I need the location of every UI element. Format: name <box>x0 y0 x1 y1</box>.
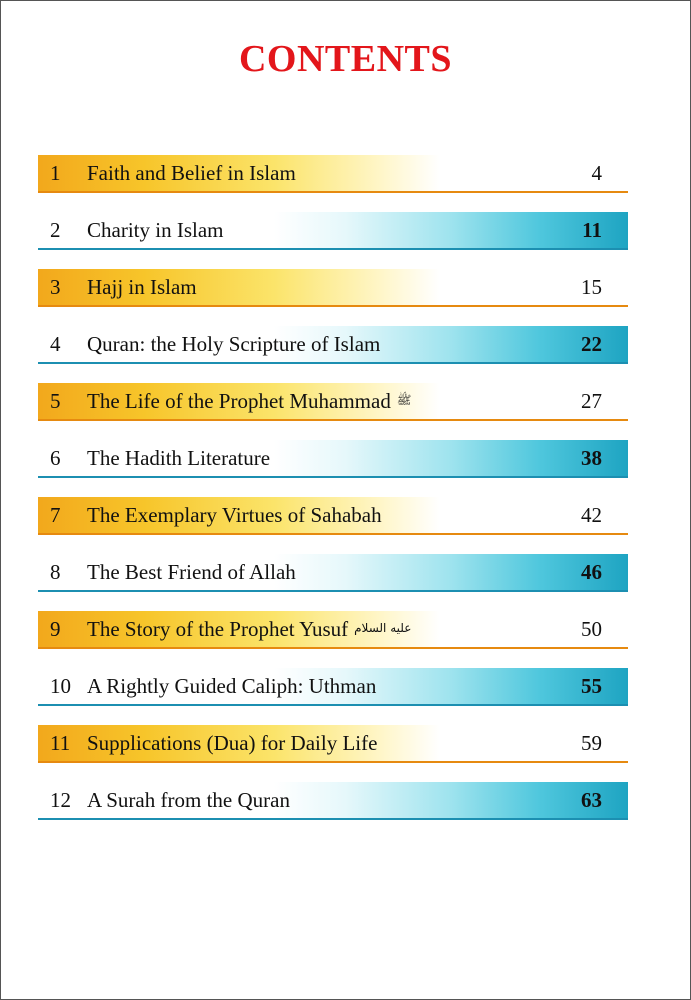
toc-entry-underline <box>38 647 628 649</box>
page-number: 4 <box>591 161 602 185</box>
chapter-title: A Surah from the Quran <box>87 788 290 812</box>
chapter-title: The Hadith Literature <box>87 446 271 470</box>
chapter-title <box>87 617 411 642</box>
toc-entry-11[interactable] <box>38 725 628 763</box>
chapter-title: Quran: the Holy Scripture of Islam <box>87 332 381 356</box>
chapter-title-text: The Life of the Prophet Muhammad <box>87 389 391 413</box>
page-number: 11 <box>582 218 602 242</box>
toc-entry-3[interactable] <box>38 269 628 307</box>
chapter-number: 1 <box>50 161 61 185</box>
toc-entry-5[interactable] <box>38 383 628 421</box>
toc-entry-underline <box>38 305 628 307</box>
toc-entry-underline <box>38 191 628 193</box>
page-number: 38 <box>581 446 602 470</box>
toc-entry-underline <box>38 362 628 364</box>
toc-entry-7[interactable] <box>38 497 628 535</box>
page-number: 63 <box>581 788 602 812</box>
chapter-title: Hajj in Islam <box>87 275 197 299</box>
toc-entry-2[interactable] <box>38 212 628 250</box>
toc-entry-underline <box>38 476 628 478</box>
page-title: CONTENTS <box>238 38 453 80</box>
toc-entry-10[interactable] <box>38 668 628 706</box>
toc-entry-underline <box>38 818 628 820</box>
page-number: 50 <box>581 617 602 641</box>
toc-entry-underline <box>38 704 628 706</box>
page-number: 46 <box>581 560 602 584</box>
chapter-number: 10 <box>50 674 71 698</box>
toc-entry-12[interactable] <box>38 782 628 820</box>
chapter-title: Charity in Islam <box>87 218 224 242</box>
chapter-title-text: The Story of the Prophet Yusuf <box>87 617 349 641</box>
chapter-number: 3 <box>50 275 61 299</box>
toc-entry-6[interactable] <box>38 440 628 478</box>
toc-entry-8[interactable] <box>38 554 628 592</box>
chapter-number: 8 <box>50 560 61 584</box>
chapter-number: 6 <box>50 446 61 470</box>
page-number: 27 <box>581 389 602 413</box>
toc-entry-underline <box>38 761 628 763</box>
page-number: 15 <box>581 275 602 299</box>
chapter-title: Supplications (Dua) for Daily Life <box>87 731 378 755</box>
toc-entry-underline <box>38 248 628 250</box>
chapter-number: 2 <box>50 218 61 242</box>
honorific-glyph: ﷺ <box>396 393 412 407</box>
chapter-title: The Exemplary Virtues of Sahabah <box>87 503 382 527</box>
toc-entry-4[interactable] <box>38 326 628 364</box>
toc-entry-underline <box>38 419 628 421</box>
toc-entry-underline <box>38 590 628 592</box>
chapter-title: A Rightly Guided Caliph: Uthman <box>87 674 377 698</box>
page-number: 59 <box>581 731 602 755</box>
toc-entry-1[interactable] <box>38 155 628 193</box>
honorific-glyph: عليه السلام <box>354 621 412 635</box>
chapter-title <box>87 389 411 414</box>
chapter-number: 4 <box>50 332 61 356</box>
chapter-number: 9 <box>50 617 61 641</box>
page-number: 42 <box>581 503 602 527</box>
chapter-title: The Best Friend of Allah <box>87 560 296 584</box>
page-number: 22 <box>581 332 602 356</box>
chapter-title: Faith and Belief in Islam <box>87 161 296 185</box>
toc-entry-9[interactable] <box>38 611 628 649</box>
toc-entry-underline <box>38 533 628 535</box>
page-number: 55 <box>581 674 602 698</box>
chapter-number: 11 <box>50 731 71 755</box>
chapter-number: 12 <box>50 788 71 812</box>
chapter-number: 5 <box>50 389 61 413</box>
chapter-number: 7 <box>50 503 61 527</box>
